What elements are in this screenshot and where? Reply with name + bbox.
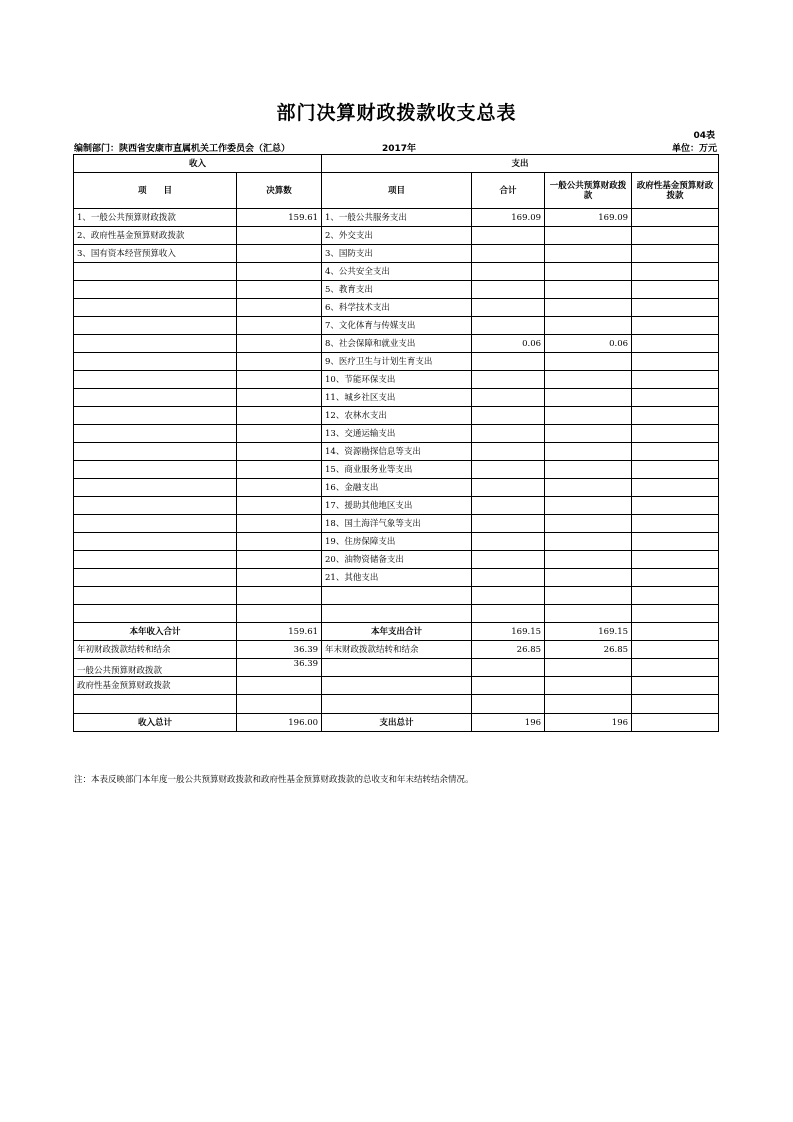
table-row — [74, 587, 719, 605]
expense-item: 18、国土海洋气象等支出 — [322, 515, 472, 533]
expense-total: 169.09 — [472, 209, 545, 227]
expense-item: 10、节能环保支出 — [322, 371, 472, 389]
col-header-total: 合计 — [472, 173, 545, 209]
carry-fund-row — [74, 677, 719, 695]
table-row — [74, 551, 719, 569]
expense-fund-budget — [632, 389, 719, 407]
income-item — [74, 425, 237, 443]
compiling-department: 编制部门：陕西省安康市直属机关工作委员会（汇总） — [74, 144, 291, 154]
expense-grand-total-label: 支出总计 — [322, 714, 472, 732]
table-row — [74, 497, 719, 515]
income-value — [237, 461, 322, 479]
expense-total — [472, 299, 545, 317]
expense-item: 21、其他支出 — [322, 569, 472, 587]
expense-fund-budget — [632, 515, 719, 533]
table-row — [74, 515, 719, 533]
expense-item: 9、医疗卫生与计划生育支出 — [322, 353, 472, 371]
expense-fund-budget — [632, 335, 719, 353]
expense-item: 19、住房保障支出 — [322, 533, 472, 551]
expense-fund-budget — [632, 605, 719, 623]
table-row — [74, 479, 719, 497]
col-header-general-budget: 一般公共预算财政拨款 — [545, 173, 632, 209]
expense-year-total-fund — [632, 623, 719, 641]
expense-fund-budget — [632, 533, 719, 551]
income-item — [74, 443, 237, 461]
income-value — [237, 497, 322, 515]
expense-item — [322, 587, 472, 605]
income-item — [74, 317, 237, 335]
table-row — [74, 533, 719, 551]
table-row — [74, 371, 719, 389]
report-year: 2017年 — [382, 144, 417, 154]
income-year-total-value: 159.61 — [237, 623, 322, 641]
expense-item: 8、社会保障和就业支出 — [322, 335, 472, 353]
income-value — [237, 317, 322, 335]
footnote: 注：本表反映部门本年度一般公共预算财政拨款和政府性基金预算财政拨款的总收支和年末结转结余情况。 — [74, 775, 474, 785]
table-row — [74, 335, 719, 353]
expense-item: 20、油物资储备支出 — [322, 551, 472, 569]
expense-section-header: 支出 — [322, 155, 719, 173]
income-value — [237, 515, 322, 533]
col-header-income-item: 项 目 — [74, 173, 237, 209]
col-header-fund-budget: 政府性基金预算财政拨款 — [632, 173, 719, 209]
expense-fund-budget — [632, 569, 719, 587]
income-year-total-label: 本年收入合计 — [74, 623, 237, 641]
income-value — [237, 227, 322, 245]
expense-total — [472, 425, 545, 443]
expense-fund-budget — [632, 227, 719, 245]
table-row — [74, 299, 719, 317]
expense-total — [472, 281, 545, 299]
section-header-row — [74, 155, 719, 173]
expense-general-budget — [545, 281, 632, 299]
expense-general-budget — [545, 407, 632, 425]
expense-general-budget — [545, 461, 632, 479]
expense-item: 13、交通运输支出 — [322, 425, 472, 443]
table-row — [74, 569, 719, 587]
income-item — [74, 389, 237, 407]
income-value — [237, 569, 322, 587]
expense-item: 7、文化体育与传媒支出 — [322, 317, 472, 335]
expense-general-budget — [545, 515, 632, 533]
income-value — [237, 281, 322, 299]
income-value — [237, 389, 322, 407]
income-item — [74, 587, 237, 605]
grand-total-row — [74, 714, 719, 732]
table-row — [74, 209, 719, 227]
expense-general-budget — [545, 533, 632, 551]
table-row — [74, 461, 719, 479]
income-value — [237, 587, 322, 605]
expense-general-budget — [545, 497, 632, 515]
page-title: 部门决算财政拨款收支总表 — [276, 102, 517, 124]
expense-total — [472, 371, 545, 389]
income-item — [74, 461, 237, 479]
closing-carry-fund — [632, 641, 719, 659]
expense-general-budget — [545, 551, 632, 569]
expense-item: 17、援助其他地区支出 — [322, 497, 472, 515]
income-item — [74, 281, 237, 299]
table-row — [74, 245, 719, 263]
expense-general-budget — [545, 587, 632, 605]
table-row — [74, 389, 719, 407]
expense-total — [472, 353, 545, 371]
expense-general-budget — [545, 569, 632, 587]
table-row — [74, 407, 719, 425]
closing-carry-general: 26.85 — [545, 641, 632, 659]
income-item: 2、政府性基金预算财政拨款 — [74, 227, 237, 245]
expense-total — [472, 263, 545, 281]
expense-general-budget — [545, 479, 632, 497]
income-item — [74, 407, 237, 425]
expense-general-budget: 169.09 — [545, 209, 632, 227]
col-header-expense-item: 项目 — [322, 173, 472, 209]
expense-general-budget — [545, 317, 632, 335]
expense-general-budget — [545, 353, 632, 371]
expense-fund-budget — [632, 407, 719, 425]
income-value — [237, 263, 322, 281]
table-row — [74, 263, 719, 281]
expense-fund-budget — [632, 281, 719, 299]
column-header-row — [74, 173, 719, 209]
expense-general-budget — [545, 389, 632, 407]
expense-total — [472, 389, 545, 407]
income-value — [237, 353, 322, 371]
income-value — [237, 605, 322, 623]
expense-general-budget — [545, 425, 632, 443]
income-value — [237, 443, 322, 461]
expense-fund-budget — [632, 245, 719, 263]
expense-grand-total: 196 — [472, 714, 545, 732]
income-item: 3、国有资本经营预算收入 — [74, 245, 237, 263]
carry-over-row — [74, 641, 719, 659]
carry-general-label: 一般公共预算财政拨款 — [74, 659, 237, 677]
table-row — [74, 425, 719, 443]
expense-total — [472, 497, 545, 515]
blank-row — [74, 695, 719, 714]
expense-total — [472, 479, 545, 497]
expense-total — [472, 515, 545, 533]
income-value — [237, 551, 322, 569]
income-value — [237, 479, 322, 497]
expense-year-total-label: 本年支出合计 — [322, 623, 472, 641]
income-value — [237, 245, 322, 263]
expense-general-budget — [545, 227, 632, 245]
expense-item: 2、外交支出 — [322, 227, 472, 245]
carry-general-value: 36.39 — [237, 659, 322, 677]
col-header-final-amount: 决算数 — [237, 173, 322, 209]
expense-total — [472, 587, 545, 605]
expense-fund-budget — [632, 443, 719, 461]
expense-item: 6、科学技术支出 — [322, 299, 472, 317]
expense-year-total: 169.15 — [472, 623, 545, 641]
expense-total — [472, 227, 545, 245]
expense-general-budget — [545, 371, 632, 389]
expense-fund-budget — [632, 371, 719, 389]
income-value — [237, 335, 322, 353]
income-item — [74, 497, 237, 515]
table-row — [74, 353, 719, 371]
income-item — [74, 569, 237, 587]
expense-total — [472, 443, 545, 461]
income-item — [74, 263, 237, 281]
expense-total: 0.06 — [472, 335, 545, 353]
expense-general-budget — [545, 263, 632, 281]
expense-total — [472, 317, 545, 335]
opening-carry-label: 年初财政拨款结转和结余 — [74, 641, 237, 659]
expense-total — [472, 533, 545, 551]
expense-total — [472, 245, 545, 263]
expense-general-budget — [545, 605, 632, 623]
expense-general-budget — [545, 299, 632, 317]
expense-item: 12、农林水支出 — [322, 407, 472, 425]
expense-item: 1、一般公共服务支出 — [322, 209, 472, 227]
expense-fund-budget — [632, 425, 719, 443]
income-value — [237, 299, 322, 317]
income-item — [74, 515, 237, 533]
table-row — [74, 317, 719, 335]
expense-general-budget: 0.06 — [545, 335, 632, 353]
expense-fund-budget — [632, 209, 719, 227]
table-row — [74, 281, 719, 299]
expense-grand-total-general: 196 — [545, 714, 632, 732]
table-number: 04表 — [693, 131, 715, 141]
expense-fund-budget — [632, 479, 719, 497]
expense-general-budget — [545, 443, 632, 461]
table-row — [74, 227, 719, 245]
expense-item: 11、城乡社区支出 — [322, 389, 472, 407]
income-item — [74, 533, 237, 551]
expense-fund-budget — [632, 263, 719, 281]
expense-item — [322, 605, 472, 623]
carry-fund-value — [237, 677, 322, 695]
closing-carry-label: 年末财政拨款结转和结余 — [322, 641, 472, 659]
income-section-header: 收入 — [74, 155, 322, 173]
table-row — [74, 605, 719, 623]
table-row — [74, 443, 719, 461]
income-value — [237, 425, 322, 443]
expense-item: 5、教育支出 — [322, 281, 472, 299]
income-grand-total-label: 收入总计 — [74, 714, 237, 732]
expense-total — [472, 551, 545, 569]
expense-item: 16、金融支出 — [322, 479, 472, 497]
income-item — [74, 299, 237, 317]
expense-year-total-general: 169.15 — [545, 623, 632, 641]
income-item — [74, 371, 237, 389]
expense-general-budget — [545, 245, 632, 263]
income-item — [74, 479, 237, 497]
carry-fund-label: 政府性基金预算财政拨款 — [74, 677, 237, 695]
carry-general-row — [74, 659, 719, 677]
expense-item: 4、公共安全支出 — [322, 263, 472, 281]
expense-item: 15、商业服务业等支出 — [322, 461, 472, 479]
income-item — [74, 551, 237, 569]
expense-total — [472, 461, 545, 479]
income-grand-total-value: 196.00 — [237, 714, 322, 732]
income-value: 159.61 — [237, 209, 322, 227]
expense-total — [472, 605, 545, 623]
income-item — [74, 605, 237, 623]
expense-total — [472, 407, 545, 425]
expense-fund-budget — [632, 299, 719, 317]
expense-fund-budget — [632, 497, 719, 515]
expense-fund-budget — [632, 461, 719, 479]
year-total-row — [74, 623, 719, 641]
income-item: 1、一般公共预算财政拨款 — [74, 209, 237, 227]
income-value — [237, 407, 322, 425]
income-value — [237, 371, 322, 389]
expense-item: 3、国防支出 — [322, 245, 472, 263]
expense-total — [472, 569, 545, 587]
closing-carry-total: 26.85 — [472, 641, 545, 659]
unit-label: 单位：万元 — [671, 144, 717, 154]
income-item — [74, 335, 237, 353]
expense-fund-budget — [632, 587, 719, 605]
income-item — [74, 353, 237, 371]
finance-table — [73, 154, 719, 732]
expense-item: 14、资源勘探信息等支出 — [322, 443, 472, 461]
opening-carry-value: 36.39 — [237, 641, 322, 659]
income-value — [237, 533, 322, 551]
expense-fund-budget — [632, 551, 719, 569]
expense-grand-total-fund — [632, 714, 719, 732]
expense-fund-budget — [632, 353, 719, 371]
report-header-line — [74, 141, 717, 153]
expense-fund-budget — [632, 317, 719, 335]
